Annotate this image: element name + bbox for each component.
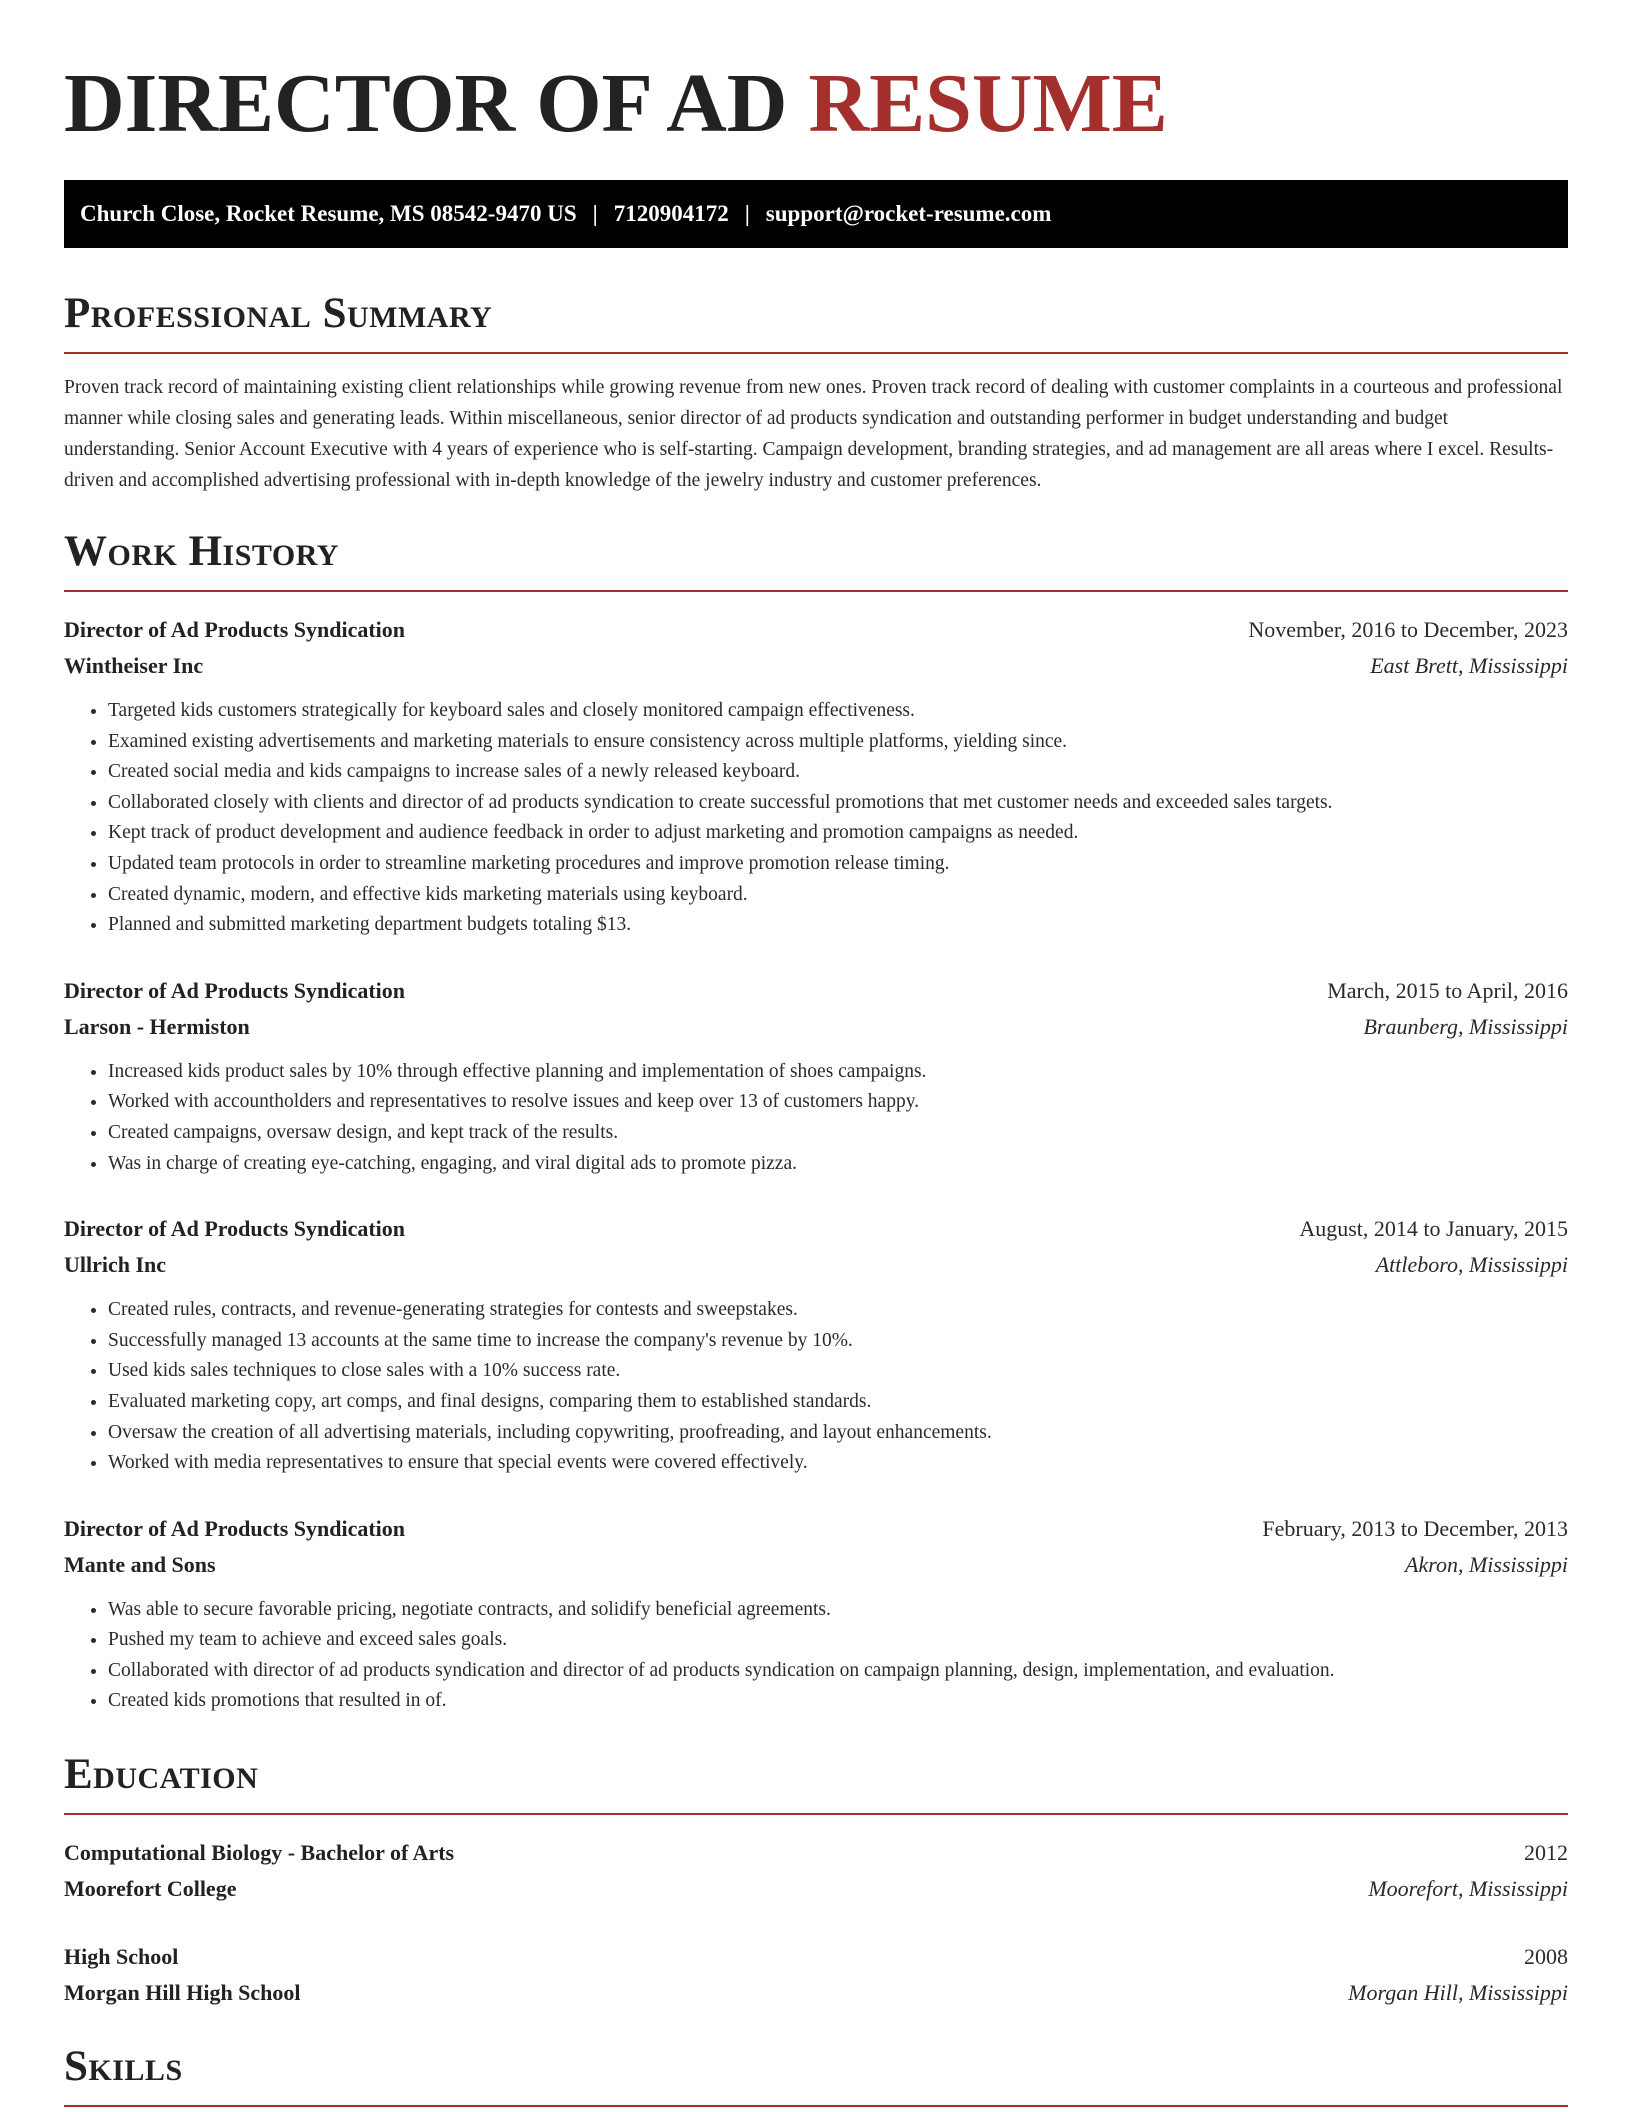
section-heading: Education bbox=[64, 1751, 259, 1799]
section-heading: Professional Summary bbox=[64, 290, 493, 337]
contact-phone: 7120904172 bbox=[613, 201, 729, 226]
education-section bbox=[64, 1747, 1568, 2011]
job-bullet: • Worked with media representatives to ensure that special events were covered effectively. bbox=[108, 1448, 1568, 1479]
job-title: Director of Ad Products Syndication bbox=[64, 1515, 406, 1541]
job-bullet: • Examined existing advertisements and marketing materials to ensure consistency across multiple platforms, yielding since. bbox=[108, 727, 1568, 758]
job-bullet: • Was able to secure favorable pricing, negotiate contracts, and solidify beneficial agreements. bbox=[108, 1595, 1568, 1626]
section-divider bbox=[64, 1813, 1568, 1815]
education-degree: Computational Biology - Bachelor of Arts bbox=[64, 1840, 455, 1866]
contact-email: support@rocket-resume.com bbox=[765, 201, 1052, 226]
contact-separator: | bbox=[744, 201, 750, 226]
job-entry bbox=[64, 612, 1568, 941]
education-year: 2012 bbox=[1524, 1840, 1568, 1866]
job-location: Attleboro, Mississippi bbox=[1375, 1252, 1568, 1278]
job-dates: November, 2016 to December, 2023 bbox=[1248, 617, 1568, 642]
job-bullet: • Used kids sales techniques to close sales with a 10% success rate. bbox=[108, 1356, 1568, 1387]
resume-title-main: DIRECTOR OF AD bbox=[64, 57, 809, 150]
job-bullets bbox=[64, 1057, 1568, 1179]
resume-title bbox=[64, 0, 1568, 152]
job-bullet: • Kept track of product development and audience feedback in order to adjust marketing and promotion campaigns as needed. bbox=[108, 818, 1568, 849]
job-company: Larson - Hermiston bbox=[64, 1013, 250, 1039]
education-location: Morgan Hill, Mississippi bbox=[1348, 1980, 1568, 2006]
work-history-section bbox=[64, 524, 1568, 1717]
job-bullet: • Updated team protocols in order to streamline marketing procedures and improve promotion release timing. bbox=[108, 849, 1568, 880]
job-title: Director of Ad Products Syndication bbox=[64, 977, 406, 1003]
job-bullet: • Planned and submitted marketing department budgets totaling $13. bbox=[108, 910, 1568, 941]
section-heading: Skills bbox=[64, 2043, 183, 2091]
job-bullets bbox=[64, 696, 1568, 941]
job-company: Wintheiser Inc bbox=[64, 653, 204, 678]
education-degree: High School bbox=[64, 1944, 179, 1970]
job-bullet: • Pushed my team to achieve and exceed sales goals. bbox=[108, 1625, 1568, 1656]
job-dates: February, 2013 to December, 2013 bbox=[1262, 1515, 1568, 1541]
section-divider bbox=[64, 352, 1568, 354]
job-bullets bbox=[64, 1295, 1568, 1479]
job-company: Mante and Sons bbox=[64, 1551, 216, 1577]
education-entry bbox=[64, 1835, 1568, 1907]
job-dates: August, 2014 to January, 2015 bbox=[1299, 1216, 1568, 1242]
job-entry bbox=[64, 1211, 1568, 1479]
job-bullets bbox=[64, 1595, 1568, 1717]
job-entry bbox=[64, 973, 1568, 1179]
job-bullet: • Evaluated marketing copy, art comps, and final designs, comparing them to established standards. bbox=[108, 1387, 1568, 1418]
job-bullet: • Created social media and kids campaigns to increase sales of a newly released keyboard. bbox=[108, 757, 1568, 788]
education-school: Moorefort College bbox=[64, 1876, 237, 1902]
job-title: Director of Ad Products Syndication bbox=[64, 617, 406, 642]
education-school: Morgan Hill High School bbox=[64, 1980, 301, 2006]
section-heading: Work History bbox=[64, 528, 339, 575]
summary-text: Proven track record of maintaining existing client relationships while growing revenue from new ones. Proven track record of dealing with customer complaints in a courteous and professional manner while closing sales and generating leads. Within miscellaneous, senior director of ad products syndication and outstanding performer in budget understanding and budget understanding. Senior Account Executive with 4 years of experience who is self-starting. Campaign development, branding strategies, and ad management are all areas where I excel. Results-driven and accomplished advertising professional with in-depth knowledge of the jewelry industry and customer preferences. bbox=[64, 377, 1563, 491]
job-bullet: • Created campaigns, oversaw design, and kept track of the results. bbox=[108, 1118, 1568, 1149]
section-divider bbox=[64, 590, 1568, 592]
contact-separator: | bbox=[592, 201, 598, 226]
education-year: 2008 bbox=[1524, 1944, 1568, 1970]
job-bullet: • Worked with accountholders and representatives to resolve issues and keep over 13 of customers happy. bbox=[108, 1087, 1568, 1118]
skills-section bbox=[64, 2039, 1568, 2107]
contact-address: Church Close, Rocket Resume, MS 08542-9470 US bbox=[80, 201, 577, 226]
professional-summary-section bbox=[64, 286, 1568, 496]
job-location: Braunberg, Mississippi bbox=[1363, 1013, 1568, 1039]
section-divider bbox=[64, 2105, 1568, 2107]
job-company: Ullrich Inc bbox=[64, 1252, 167, 1278]
job-location: Akron, Mississippi bbox=[1405, 1551, 1568, 1577]
job-bullet: • Increased kids product sales by 10% through effective planning and implementation of shoes campaigns. bbox=[108, 1057, 1568, 1088]
job-bullet: • Collaborated closely with clients and director of ad products syndication to create successful promotions that met customer needs and exceeded sales targets. bbox=[108, 788, 1568, 819]
job-bullet: • Created kids promotions that resulted in of. bbox=[108, 1686, 1568, 1717]
resume-title-accent: RESUME bbox=[808, 57, 1168, 150]
job-bullet: • Collaborated with director of ad products syndication and director of ad products syndication on campaign planning, design, implementation, and evaluation. bbox=[108, 1656, 1568, 1687]
job-location: East Brett, Mississippi bbox=[1370, 653, 1568, 678]
education-entry bbox=[64, 1939, 1568, 2011]
education-location: Moorefort, Mississippi bbox=[1368, 1876, 1568, 1902]
contact-bar bbox=[64, 180, 1568, 248]
job-title: Director of Ad Products Syndication bbox=[64, 1216, 406, 1242]
job-bullet: • Created rules, contracts, and revenue-generating strategies for contests and sweepstakes. bbox=[108, 1295, 1568, 1326]
job-bullet: • Created dynamic, modern, and effective kids marketing materials using keyboard. bbox=[108, 880, 1568, 911]
job-dates: March, 2015 to April, 2016 bbox=[1327, 977, 1568, 1003]
job-bullet: • Was in charge of creating eye-catching, engaging, and viral digital ads to promote pizza. bbox=[108, 1149, 1568, 1180]
job-bullet: • Oversaw the creation of all advertising materials, including copywriting, proofreading, and layout enhancements. bbox=[108, 1418, 1568, 1449]
job-entry bbox=[64, 1511, 1568, 1717]
job-bullet: • Targeted kids customers strategically for keyboard sales and closely monitored campaign effectiveness. bbox=[108, 696, 1568, 727]
job-bullet: • Successfully managed 13 accounts at the same time to increase the company's revenue by 10%. bbox=[108, 1326, 1568, 1357]
